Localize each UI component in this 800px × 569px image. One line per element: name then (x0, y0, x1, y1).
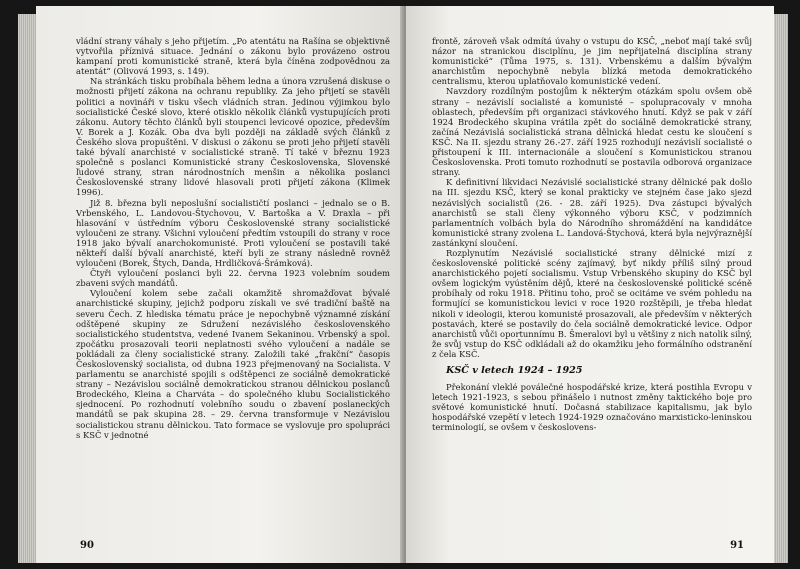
left-page (36, 6, 404, 563)
right-page-edges (774, 14, 788, 563)
book-spread (8, 6, 792, 563)
right-paragraph-2: Navzdory rozdílným postojům k některým otázkám spolu ovšem obě strany – nezávislí socialisté a komunisté – spolupracovaly v mnoha oblastech, především při organizaci stávkového hnutí. Když se pak v září 1924 Brodeckého skupina vrátila zpět do sociálně demokratické strany, začíná Nezávislá socialistická strana dělnická hledat cestu ke sloučení s KSČ. Na II. sjezdu strany 26.-27. září 1925 rozhodují nezávislí socialisté o přistoupení k III. internacionále a sloučení s Komunistickou stranou Československa. Proti tomuto rozhodnutí se postavila odborová organizace strany. (432, 86, 752, 178)
left-page-body (76, 36, 390, 440)
page-number-right: 91 (730, 540, 744, 551)
left-paragraph-5: Vyloučení kolem sebe začali okamžitě shromažďovat bývalé anarchistické skupiny, jejichž podporu získali ve své tradiční baště na severu Čech. Z hlediska tématu práce je nepochybně významné získání odštěpené skupiny ze Sdružení nezávislého československého socialistického studentstva, vedené Ivanem Sekaninou. Vrbenský a spol. zpočátku prosazovali teorii neplatnosti svého vyloučení a nadále se pokládali za členy socialistické strany. Založili také „frakční“ časopis Československý socialista, od dubna 1923 přejmenovaný na Socialista. V parlamentu se anarchisté spojili s odštěpenci ze sociálně demokratické strany – Nezávislou sociálně demokratickou stranou dělnickou poslanců Brodeckého, Kleina a Charváta – do společného klubu Socialistického sjednocení. Po rozhodnutí volebního soudu o zbavení poslaneckých mandátů se pak skupina 28. – 29. června transformuje v Nezávislou socialistickou stranu dělnickou. Tato formace se vyslovuje pro spolupráci s KSČ v jednotné (76, 288, 390, 440)
right-page (406, 6, 774, 563)
right-paragraph-1: frontě, zároveň však odmítá úvahy o vstupu do KSČ, „neboť mají také svůj názor na stranickou disciplínu, je jim nepřijatelná disciplína strany komunistické“ (Tůma 1975, s. 131). Vrbenskému a dalším bývalým anarchistům nepochybně nebyla blízká metoda demokratického centralismu, kterou uplatňovalo komunistické vedení. (432, 36, 752, 87)
section-heading: KSČ v letech 1924 – 1925 (446, 365, 583, 376)
left-paragraph-2: Na stránkách tisku probíhala během ledna a února vzrušená diskuse o možnosti přijetí zákona na ochranu republiky. Za jeho přijetí se stavěli politici a novináři v tisku všech vládních stran. Jedinou výjimkou bylo socialistické České slovo, které otisklo několik článků vystupujících proti zákonu. Autory těchto článků byli stoupenci levicové opozice, především V. Borek a J. Kozák. Oba dva byli později na základě svých článků z Českého slova propuštěni. V diskusi o zákonu se proti jeho přijetí stavěli také bývalí anarchisté v socialistické straně. Tí také v březnu 1923 společně s poslanci Komunistické strany Československa, Slovenské ľudové strany, stran národnostních menšin a několika poslanci Československé strany lidové hlasovali proti přijetí zákona (Klimek 1996). (76, 76, 390, 198)
left-paragraph-4: Čtyři vyloučení poslanci byli 22. června 1923 volebním soudem zbaveni svých mandátů. (76, 268, 390, 289)
page-number-left: 90 (80, 540, 94, 551)
right-page-body (432, 36, 752, 432)
right-paragraph-5: Překonání vleklé poválečné hospodářské krize, která postihla Evropu v letech 1921-1923, s sebou přinášelo i nutnost změny taktického boje pro světové komunistické hnutí. Dočasná stabilizace kapitalismu, jak bylo hospodářské vzepětí v letech 1924-1929 označováno marxisticko-leninskou terminologií, se ovšem v českoslovens- (432, 382, 752, 433)
left-page-edges (18, 14, 36, 563)
right-paragraph-3: K definitivní likvidaci Nezávislé socialistické strany dělnické pak došlo na III. sjezdu KSČ, který se konal prakticky ve stejném čase jako sjezd nezávislých socialistů (26. - 28. září 1925). Dva zástupci bývalých anarchistů se stali členy výkonného výboru KSČ, v podzimních parlamentních volbách byla do Národního shromáždění na kandidátce komunistické strany zvolena L. Landová-Štychová, která byla nejvýraznější zastánkyní sloučení. (432, 177, 752, 248)
left-paragraph-3: Již 8. března byli neposlušní socialističtí poslanci – jednalo se o B. Vrbenského, L. Landovou-Štychovou, V. Bartoška a V. Draxla – při hlasování v ústředním výboru Československé strany socialistické vyloučeni ze strany. Všichni vyloučení předtím vstoupili do strany v roce 1918 jako bývalí anarchokomunisté. Proti vyloučení se postavili také někteří další bývalí anarchisté, kteří byli ze strany následně rovněž vyloučeni (Borek, Štych, Danda, Hrdličková-Šrámková). (76, 197, 390, 269)
right-paragraph-4: Rozplynutím Nezávislé socialistické strany dělnické mizí z československé politické scény zajímavý, byť nikdy příliš silný proud anarchistického pojetí socialismu. Vstup Vrbenského skupiny do KSČ byl ovšem logickým vyústěním dějů, které na československé politické scéně probíhaly od roku 1918. Přitinu toho, proč se ocitáme ve svém pohledu na formující se komunistickou levici v roce 1920 rozštěpili, je třeba hledat nikoli v ideologii, kterou komunisté prosazovali, ale především v některých postavách, které se postavily do čela sociálně demokratické levice. Odpor anarchistů vůči oportunnímu B. Šmeralovi byl u většiny z nich natolik silný, že svůj vstup do KSČ odkládali až do okamžiku jeho formálního odstranění z čela KSČ. (432, 247, 753, 359)
left-paragraph-1: vládní strany váhaly s jeho přijetím. „Po atentátu na Rašína se objektivně vytvořila příznivá situace. Jednání o zákonu bylo provázeno ostrou kampaní proti komunistické straně, která byla číněna zodpovědnou za atentát“ (Olivová 1993, s. 149). (76, 36, 390, 77)
